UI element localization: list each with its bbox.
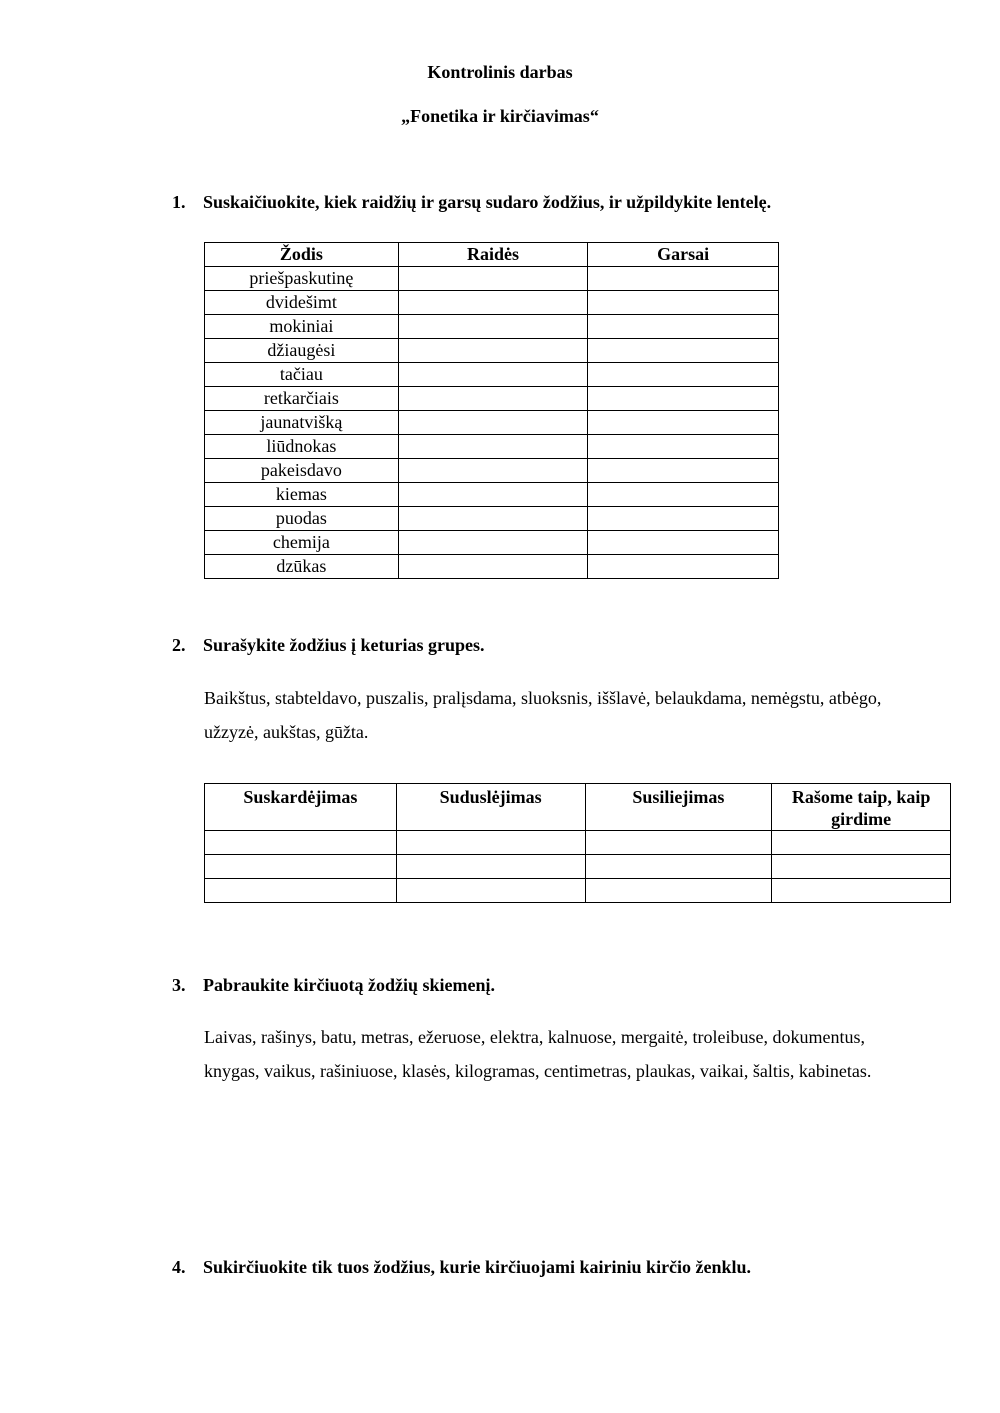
table-cell[interactable]	[396, 831, 585, 855]
column-header-susiliejimas: Susiliejimas	[585, 784, 772, 831]
letters-answer-cell[interactable]	[398, 411, 588, 435]
task-2-heading	[172, 635, 485, 656]
table-row	[205, 555, 779, 579]
sounds-answer-cell[interactable]	[588, 339, 779, 363]
letters-answer-cell[interactable]	[398, 315, 588, 339]
letters-sounds-table	[204, 242, 779, 579]
task-2-words-line-1: Baikštus, stabteldavo, puszalis, pralįsdama, sluoksnis, iššlavė, belaukdama, nemėgstu, atbėgo,	[204, 688, 882, 708]
table-cell[interactable]	[585, 855, 772, 879]
task-3-word-list	[204, 1020, 964, 1088]
table-cell[interactable]	[396, 879, 585, 903]
column-header-letters: Raidės	[398, 243, 588, 267]
page-title: Kontrolinis darbas	[427, 62, 573, 82]
task-2-words-line-2: užzyzė, aukštas, gūžta.	[204, 722, 369, 742]
table-row	[205, 291, 779, 315]
sounds-answer-cell[interactable]	[588, 411, 779, 435]
task-1-text: Suskaičiuokite, kiek raidžių ir garsų sudaro žodžius, ir užpildykite lentelę.	[203, 192, 772, 212]
page-subtitle: „Fonetika ir kirčiavimas“	[401, 106, 599, 126]
letters-answer-cell[interactable]	[398, 459, 588, 483]
word-cell: džiaugėsi	[205, 339, 399, 363]
table-cell[interactable]	[205, 879, 397, 903]
task-3-heading	[172, 975, 495, 996]
column-header-rasome-taip: Rašome taip, kaip girdime	[772, 784, 951, 831]
table-row	[205, 855, 951, 879]
letters-answer-cell[interactable]	[398, 339, 588, 363]
letters-answer-cell[interactable]	[398, 435, 588, 459]
task-1-heading	[172, 192, 771, 213]
task-2-text: Surašykite žodžius į keturias grupes.	[203, 635, 485, 655]
column-header-suskardejimas: Suskardėjimas	[205, 784, 397, 831]
word-cell: mokiniai	[205, 315, 399, 339]
letters-answer-cell[interactable]	[398, 531, 588, 555]
sounds-answer-cell[interactable]	[588, 267, 779, 291]
word-cell: jaunatvišką	[205, 411, 399, 435]
table-cell[interactable]	[396, 855, 585, 879]
word-cell: kiemas	[205, 483, 399, 507]
letters-answer-cell[interactable]	[398, 267, 588, 291]
letters-answer-cell[interactable]	[398, 291, 588, 315]
column-header-suduslejimas: Suduslėjimas	[396, 784, 585, 831]
task-3-words-line-2: knygas, vaikus, rašiniuose, klasės, kilogramas, centimetras, plaukas, vaikai, šaltis, kabinetas.	[204, 1061, 872, 1081]
word-cell: retkarčiais	[205, 387, 399, 411]
table-row	[205, 411, 779, 435]
sounds-answer-cell[interactable]	[588, 531, 779, 555]
task-4-text: Sukirčiuokite tik tuos žodžius, kurie kirčiuojami kairiniu kirčio ženklu.	[203, 1257, 752, 1277]
table-row	[205, 363, 779, 387]
sounds-answer-cell[interactable]	[588, 459, 779, 483]
task-2-number: 2.	[172, 635, 186, 655]
table-row	[205, 435, 779, 459]
sounds-answer-cell[interactable]	[588, 507, 779, 531]
sound-groups-table	[204, 783, 951, 903]
task-3-text: Pabraukite kirčiuotą žodžių skiemenį.	[203, 975, 495, 995]
task-3-number: 3.	[172, 975, 186, 995]
table-row	[205, 339, 779, 363]
word-cell: chemija	[205, 531, 399, 555]
letters-answer-cell[interactable]	[398, 555, 588, 579]
sounds-answer-cell[interactable]	[588, 387, 779, 411]
word-cell: dzūkas	[205, 555, 399, 579]
table-cell[interactable]	[772, 855, 951, 879]
task-4-number: 4.	[172, 1257, 186, 1277]
table-row	[205, 879, 951, 903]
table-cell[interactable]	[585, 831, 772, 855]
sounds-answer-cell[interactable]	[588, 363, 779, 387]
letters-answer-cell[interactable]	[398, 387, 588, 411]
letters-answer-cell[interactable]	[398, 507, 588, 531]
task-4-heading	[172, 1257, 751, 1278]
column-header-sounds: Garsai	[588, 243, 779, 267]
task-2-word-list	[204, 681, 964, 749]
sounds-answer-cell[interactable]	[588, 483, 779, 507]
table-cell[interactable]	[585, 879, 772, 903]
table-row	[205, 531, 779, 555]
sounds-answer-cell[interactable]	[588, 291, 779, 315]
task-1-number: 1.	[172, 192, 186, 212]
word-cell: tačiau	[205, 363, 399, 387]
word-cell: liūdnokas	[205, 435, 399, 459]
sounds-answer-cell[interactable]	[588, 435, 779, 459]
task-3-words-line-1: Laivas, rašinys, batu, metras, ežeruose, elektra, kalnuose, mergaitė, troleibuse, dokumentus,	[204, 1027, 865, 1047]
table-row	[205, 459, 779, 483]
table-row	[205, 387, 779, 411]
table-row	[205, 507, 779, 531]
table-cell[interactable]	[772, 879, 951, 903]
table-row	[205, 267, 779, 291]
table-cell[interactable]	[205, 855, 397, 879]
letters-answer-cell[interactable]	[398, 483, 588, 507]
word-cell: dvidešimt	[205, 291, 399, 315]
word-cell: puodas	[205, 507, 399, 531]
table-row	[205, 315, 779, 339]
table-cell[interactable]	[205, 831, 397, 855]
word-cell: pakeisdavo	[205, 459, 399, 483]
sounds-answer-cell[interactable]	[588, 555, 779, 579]
table-row	[205, 483, 779, 507]
letters-answer-cell[interactable]	[398, 363, 588, 387]
table-row	[205, 831, 951, 855]
sounds-answer-cell[interactable]	[588, 315, 779, 339]
table-cell[interactable]	[772, 831, 951, 855]
column-header-word: Žodis	[205, 243, 399, 267]
word-cell: priešpaskutinę	[205, 267, 399, 291]
